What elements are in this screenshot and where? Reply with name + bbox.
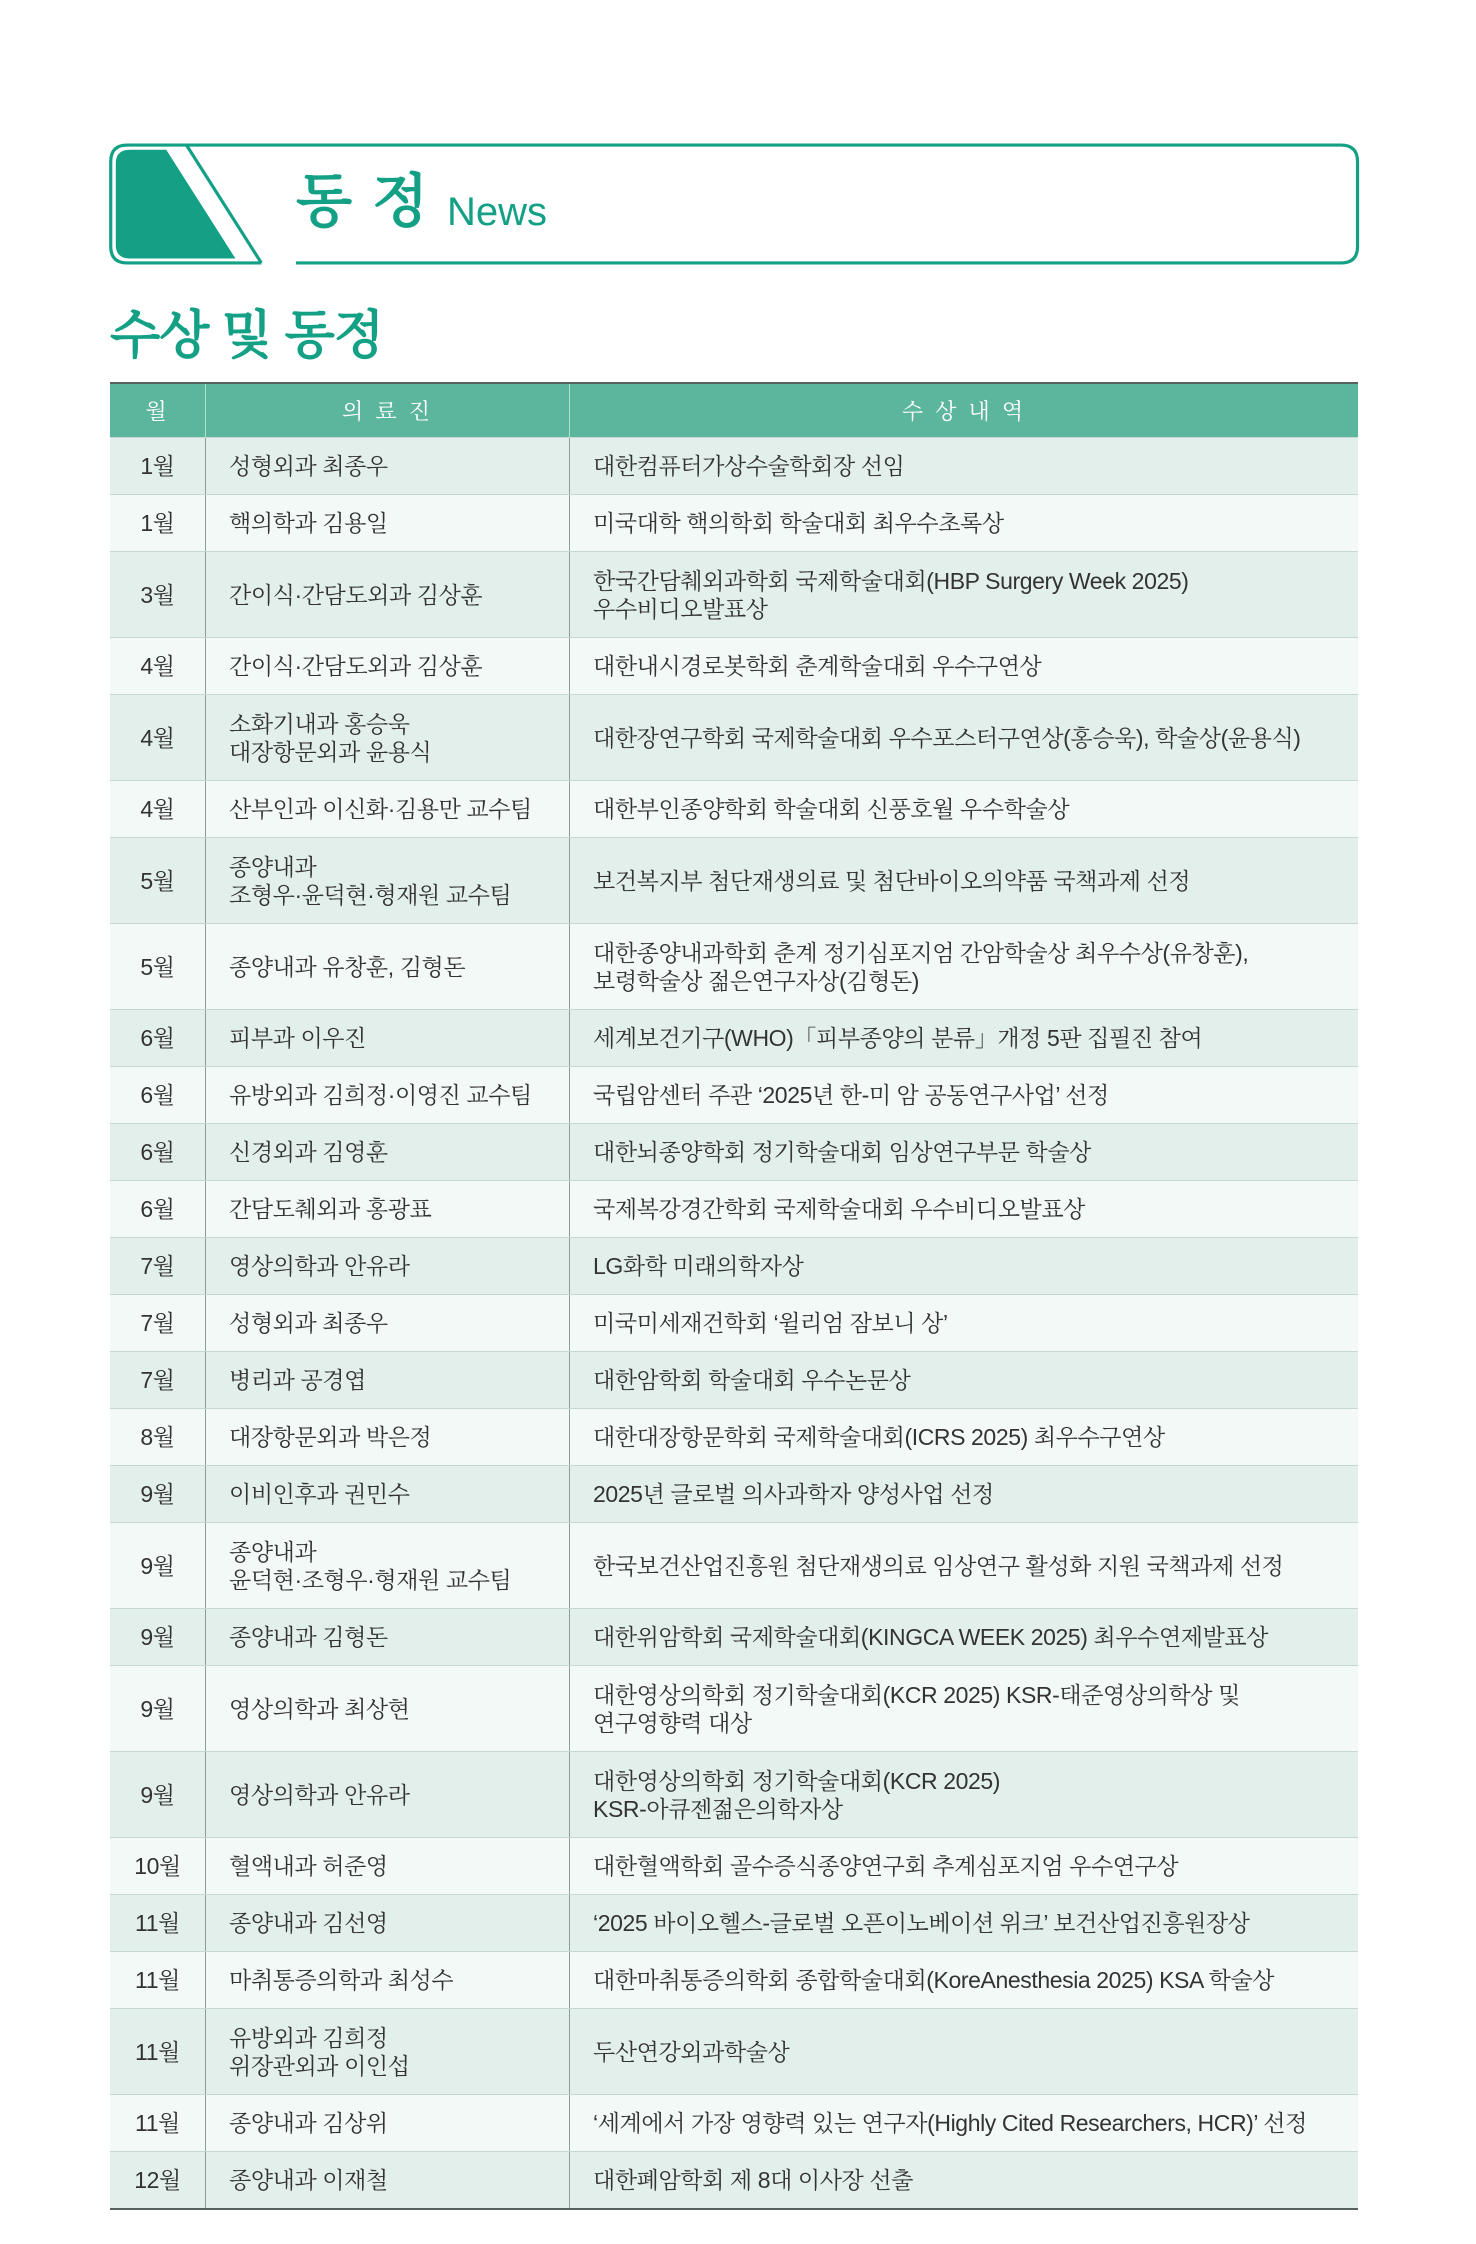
table-row bbox=[110, 694, 1358, 780]
staff-line: 영상의학과 최상현 bbox=[229, 1695, 410, 1722]
award-line: 대한위암학회 국제학술대회(KINGCA WEEK 2025) 최우수연제발표상 bbox=[593, 1624, 1269, 1650]
awards-table bbox=[110, 382, 1358, 2210]
month-cell: 1월 bbox=[140, 510, 175, 536]
award-line: 대한부인종양학회 학술대회 신풍호월 우수학술상 bbox=[593, 796, 1070, 822]
staff-cell bbox=[205, 838, 569, 923]
column-header-staff: 의 료 진 bbox=[205, 384, 569, 437]
award-line: 대한종양내과학회 춘계 정기심포지엄 간암학술상 최우수상(유창훈), bbox=[593, 939, 1249, 966]
table-row bbox=[110, 1123, 1358, 1180]
award-line: ‘2025 바이오헬스-글로벌 오픈이노베이션 위크’ 보건산업진흥원장상 bbox=[593, 1910, 1250, 1936]
table-row bbox=[110, 2151, 1358, 2208]
table-row bbox=[110, 1665, 1358, 1751]
staff-cell bbox=[205, 552, 569, 637]
award-cell bbox=[569, 1666, 1358, 1751]
staff-line: 신경외과 김영훈 bbox=[229, 1139, 388, 1165]
award-cell bbox=[569, 1295, 1358, 1351]
month-cell: 7월 bbox=[140, 1367, 175, 1393]
month-cell: 11월 bbox=[135, 2110, 180, 2136]
staff-cell bbox=[205, 1238, 569, 1294]
staff-line: 종양내과 이재철 bbox=[229, 2167, 388, 2193]
staff-line: 영상의학과 안유라 bbox=[229, 1781, 410, 1808]
table-row bbox=[110, 1522, 1358, 1608]
month-cell: 11월 bbox=[135, 1910, 180, 1936]
award-cell bbox=[569, 1181, 1358, 1237]
award-cell bbox=[569, 1895, 1358, 1951]
award-line: 연구영향력 대상 bbox=[593, 1709, 752, 1736]
award-line: KSR-아큐젠젊은의학자상 bbox=[593, 1795, 843, 1822]
staff-cell bbox=[205, 1067, 569, 1123]
award-line: 대한폐암학회 제 8대 이사장 선출 bbox=[593, 2167, 913, 2193]
award-line: 한국간담췌외과학회 국제학술대회(HBP Surgery Week 2025) bbox=[593, 567, 1189, 594]
staff-cell bbox=[205, 2152, 569, 2208]
staff-cell bbox=[205, 695, 569, 780]
month-cell: 10월 bbox=[134, 1853, 181, 1879]
staff-line: 윤덕현·조형우·형재원 교수팀 bbox=[229, 1566, 512, 1593]
award-line: LG화학 미래의학자상 bbox=[593, 1253, 804, 1279]
table-row bbox=[110, 837, 1358, 923]
award-cell bbox=[569, 695, 1358, 780]
month-cell: 11월 bbox=[135, 1967, 180, 1993]
staff-cell bbox=[205, 1352, 569, 1408]
staff-line: 조형우·윤덕현·형재원 교수팀 bbox=[229, 881, 512, 908]
staff-cell bbox=[205, 1466, 569, 1522]
staff-cell bbox=[205, 2095, 569, 2151]
month-cell: 3월 bbox=[140, 581, 175, 608]
award-line: 대한내시경로봇학회 춘계학술대회 우수구연상 bbox=[593, 653, 1042, 679]
month-cell: 6월 bbox=[140, 1025, 175, 1051]
month-cell: 8월 bbox=[140, 1424, 175, 1450]
table-row bbox=[110, 1237, 1358, 1294]
month-cell: 4월 bbox=[140, 724, 175, 751]
staff-cell bbox=[205, 1666, 569, 1751]
award-line: 보령학술상 젊은연구자상(김형돈) bbox=[593, 967, 919, 994]
staff-cell bbox=[205, 1895, 569, 1951]
section-title: 수상 및 동정 bbox=[110, 307, 384, 365]
award-line: 두산연강외과학술상 bbox=[593, 2038, 790, 2065]
table-row bbox=[110, 494, 1358, 551]
table-header-row bbox=[110, 384, 1358, 437]
award-cell bbox=[569, 1952, 1358, 2008]
table-row bbox=[110, 1066, 1358, 1123]
award-line: 대한영상의학회 정기학술대회(KCR 2025) bbox=[593, 1767, 1001, 1794]
month-cell: 9월 bbox=[140, 1481, 175, 1507]
award-cell bbox=[569, 1838, 1358, 1894]
banner-green-block bbox=[116, 150, 236, 259]
column-header-award: 수 상 내 역 bbox=[569, 384, 1358, 437]
award-line: 대한컴퓨터가상수술학회장 선임 bbox=[593, 453, 905, 479]
table-row bbox=[110, 551, 1358, 637]
staff-line: 소화기내과 홍승욱 bbox=[229, 710, 410, 737]
staff-line: 위장관외과 이인섭 bbox=[229, 2052, 410, 2079]
staff-line: 성형외과 최종우 bbox=[229, 453, 388, 479]
award-cell bbox=[569, 1238, 1358, 1294]
staff-cell bbox=[205, 1409, 569, 1465]
award-line: 국립암센터 주관 ‘2025년 한-미 암 공동연구사업’ 선정 bbox=[593, 1082, 1109, 1108]
award-cell bbox=[569, 638, 1358, 694]
staff-line: 종양내과 김선영 bbox=[229, 1910, 388, 1936]
award-line: 우수비디오발표상 bbox=[593, 595, 768, 622]
staff-line: 유방외과 김희정 bbox=[229, 2024, 388, 2051]
table-row bbox=[110, 1608, 1358, 1665]
staff-cell bbox=[205, 924, 569, 1009]
month-cell: 9월 bbox=[140, 1624, 175, 1650]
staff-line: 산부인과 이신화·김용만 교수팀 bbox=[229, 796, 532, 822]
staff-line: 종양내과 bbox=[229, 853, 317, 880]
staff-cell bbox=[205, 1124, 569, 1180]
column-header-month: 월 bbox=[145, 399, 170, 424]
month-cell: 6월 bbox=[140, 1196, 175, 1222]
staff-line: 종양내과 유창훈, 김형돈 bbox=[229, 953, 466, 980]
month-cell: 9월 bbox=[140, 1781, 175, 1808]
staff-cell bbox=[205, 1952, 569, 2008]
staff-cell bbox=[205, 495, 569, 551]
award-cell bbox=[569, 1609, 1358, 1665]
award-line: 대한뇌종양학회 정기학술대회 임상연구부문 학술상 bbox=[593, 1139, 1091, 1165]
staff-cell bbox=[205, 1295, 569, 1351]
award-line: 보건복지부 첨단재생의료 및 첨단바이오의약품 국책과제 선정 bbox=[593, 867, 1191, 894]
table-row bbox=[110, 1837, 1358, 1894]
award-cell bbox=[569, 1067, 1358, 1123]
award-line: 세계보건기구(WHO)「피부종양의 분류」개정 5판 집필진 참여 bbox=[593, 1025, 1203, 1051]
award-cell bbox=[569, 2095, 1358, 2151]
award-cell bbox=[569, 781, 1358, 837]
award-line: 국제복강경간학회 국제학술대회 우수비디오발표상 bbox=[593, 1196, 1085, 1222]
award-line: 대한혈액학회 골수증식종양연구회 추계심포지엄 우수연구상 bbox=[593, 1853, 1179, 1879]
table-row bbox=[110, 1009, 1358, 1066]
staff-line: 대장항문외과 윤용식 bbox=[229, 738, 432, 765]
month-cell: 7월 bbox=[140, 1310, 175, 1336]
award-cell bbox=[569, 495, 1358, 551]
month-cell: 12월 bbox=[134, 2167, 181, 2193]
award-cell bbox=[569, 1466, 1358, 1522]
award-cell bbox=[569, 2009, 1358, 2094]
staff-line: 병리과 공경엽 bbox=[229, 1367, 366, 1393]
month-cell: 5월 bbox=[140, 867, 175, 894]
table-row bbox=[110, 780, 1358, 837]
table-row bbox=[110, 2008, 1358, 2094]
award-line: 대한대장항문학회 국제학술대회(ICRS 2025) 최우수구연상 bbox=[593, 1424, 1165, 1450]
award-cell bbox=[569, 1352, 1358, 1408]
table-body bbox=[110, 437, 1358, 2208]
staff-line: 간이식·간담도외과 김상훈 bbox=[229, 653, 483, 679]
table-row bbox=[110, 1408, 1358, 1465]
table-row bbox=[110, 1894, 1358, 1951]
staff-line: 피부과 이우진 bbox=[229, 1025, 366, 1051]
award-cell bbox=[569, 1409, 1358, 1465]
table-row bbox=[110, 923, 1358, 1009]
award-cell bbox=[569, 1124, 1358, 1180]
staff-line: 혈액내과 허준영 bbox=[229, 1853, 388, 1879]
month-cell: 6월 bbox=[140, 1082, 175, 1108]
award-cell bbox=[569, 838, 1358, 923]
staff-cell bbox=[205, 781, 569, 837]
award-line: 대한마취통증의학회 종합학술대회(KoreAnesthesia 2025) KSA 학술상 bbox=[593, 1967, 1275, 1993]
staff-cell bbox=[205, 1752, 569, 1837]
table-row bbox=[110, 1751, 1358, 1837]
staff-cell bbox=[205, 1838, 569, 1894]
award-cell bbox=[569, 1752, 1358, 1837]
month-cell: 5월 bbox=[140, 953, 175, 980]
staff-cell bbox=[205, 638, 569, 694]
table-row bbox=[110, 1351, 1358, 1408]
staff-line: 종양내과 bbox=[229, 1538, 317, 1565]
staff-line: 이비인후과 권민수 bbox=[229, 1481, 410, 1507]
table-row bbox=[110, 637, 1358, 694]
award-line: 대한장연구학회 국제학술대회 우수포스터구연상(홍승욱), 학술상(윤용식) bbox=[593, 724, 1301, 751]
table-row bbox=[110, 1951, 1358, 2008]
staff-line: 성형외과 최종우 bbox=[229, 1310, 388, 1336]
award-line: 대한영상의학회 정기학술대회(KCR 2025) KSR-태준영상의학상 및 bbox=[593, 1681, 1240, 1708]
table-row bbox=[110, 1294, 1358, 1351]
award-cell bbox=[569, 924, 1358, 1009]
award-line: 대한암학회 학술대회 우수논문상 bbox=[593, 1367, 911, 1393]
award-cell bbox=[569, 2152, 1358, 2208]
staff-line: 핵의학과 김용일 bbox=[229, 510, 388, 536]
month-cell: 9월 bbox=[140, 1695, 175, 1722]
award-line: 한국보건산업진흥원 첨단재생의료 임상연구 활성화 지원 국책과제 선정 bbox=[593, 1552, 1284, 1579]
table-row bbox=[110, 437, 1358, 494]
staff-line: 종양내과 김형돈 bbox=[229, 1624, 388, 1650]
month-cell: 1월 bbox=[140, 453, 175, 479]
award-line: ‘세계에서 가장 영향력 있는 연구자(Highly Cited Researchers, HCR)’ 선정 bbox=[593, 2110, 1307, 2136]
staff-cell bbox=[205, 1609, 569, 1665]
month-cell: 4월 bbox=[140, 653, 175, 679]
staff-cell bbox=[205, 1181, 569, 1237]
month-cell: 11월 bbox=[135, 2038, 180, 2065]
staff-cell bbox=[205, 2009, 569, 2094]
award-line: 미국미세재건학회 ‘윌리엄 잠보니 상’ bbox=[593, 1310, 948, 1336]
staff-line: 유방외과 김희정·이영진 교수팀 bbox=[229, 1082, 532, 1108]
staff-cell bbox=[205, 438, 569, 494]
award-cell bbox=[569, 438, 1358, 494]
award-cell bbox=[569, 1523, 1358, 1608]
month-cell: 4월 bbox=[140, 796, 175, 822]
staff-line: 영상의학과 안유라 bbox=[229, 1253, 410, 1279]
month-cell: 7월 bbox=[140, 1253, 175, 1279]
award-line: 미국대학 핵의학회 학술대회 최우수초록상 bbox=[593, 510, 1004, 536]
month-cell: 9월 bbox=[140, 1552, 175, 1579]
award-cell bbox=[569, 1010, 1358, 1066]
staff-line: 마취통증의학과 최성수 bbox=[229, 1967, 454, 1993]
staff-line: 간이식·간담도외과 김상훈 bbox=[229, 581, 483, 608]
banner-title: 동 정 bbox=[296, 169, 431, 234]
staff-line: 간담도췌외과 홍광표 bbox=[229, 1196, 432, 1222]
month-cell: 6월 bbox=[140, 1139, 175, 1165]
award-line: 2025년 글로벌 의사과학자 양성사업 선정 bbox=[593, 1481, 994, 1507]
table-row bbox=[110, 1465, 1358, 1522]
banner-subtitle: News bbox=[447, 190, 548, 234]
table-row bbox=[110, 2094, 1358, 2151]
staff-line: 종양내과 김상위 bbox=[229, 2110, 388, 2136]
staff-line: 대장항문외과 박은정 bbox=[229, 1424, 432, 1450]
staff-cell bbox=[205, 1523, 569, 1608]
table-row bbox=[110, 1180, 1358, 1237]
award-cell bbox=[569, 552, 1358, 637]
staff-cell bbox=[205, 1010, 569, 1066]
